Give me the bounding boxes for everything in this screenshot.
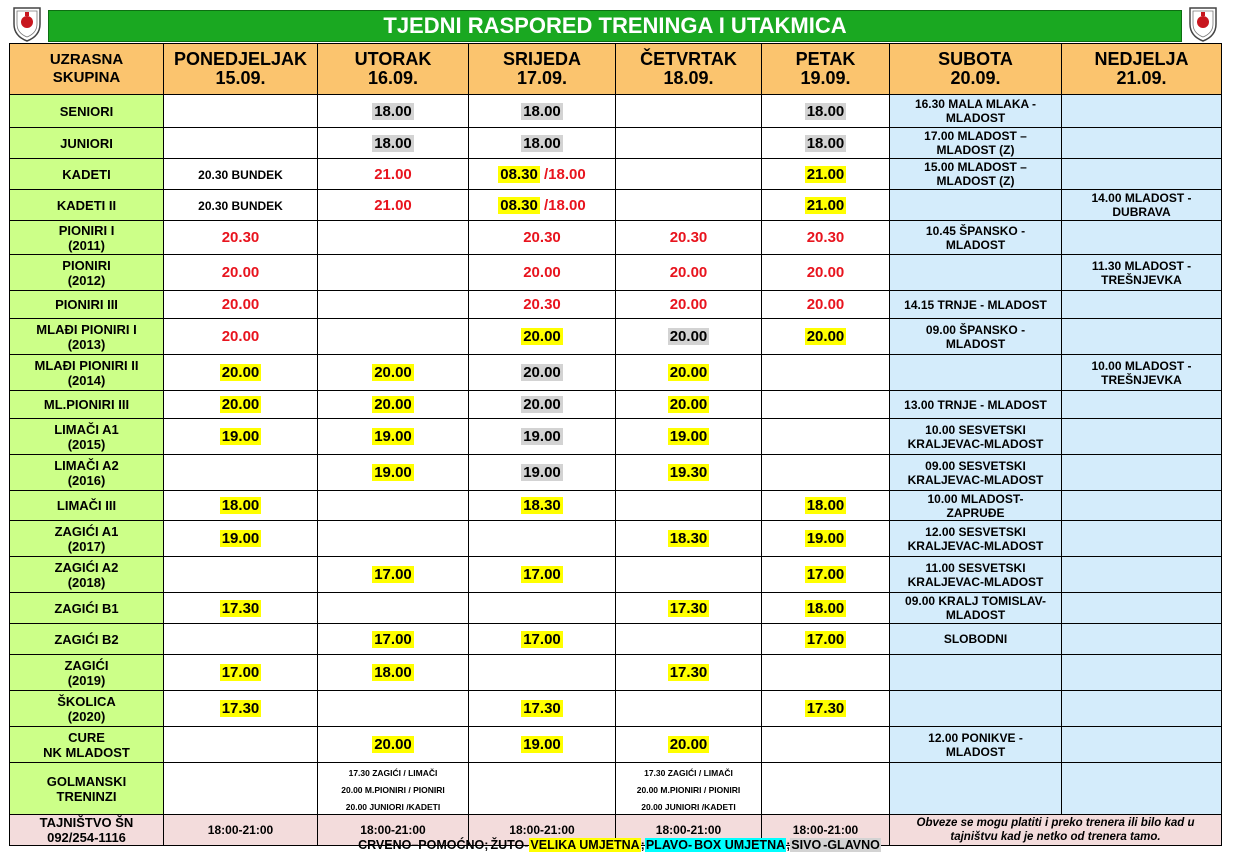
table-row [10, 128, 1222, 159]
training-cell [469, 727, 616, 763]
training-cell [164, 355, 318, 391]
training-cell [616, 159, 762, 190]
training-time: 17.30 [221, 700, 260, 717]
training-cell [616, 491, 762, 521]
training-cell [318, 95, 469, 128]
training-time: 20.00 [523, 328, 561, 345]
training-time: 18.00 [523, 102, 561, 120]
training-time: 17.00 [374, 566, 412, 583]
legend-red: CRVENO–POMOĆNO; [358, 838, 489, 852]
training-time: 17.30 [221, 599, 260, 617]
training-time-extra: /18.00 [539, 165, 586, 183]
match-cell [1062, 593, 1222, 624]
training-cell [164, 128, 318, 159]
legend-gray: -GLAVNO [823, 838, 880, 852]
training-cell [164, 221, 318, 255]
training-cell [318, 319, 469, 355]
match-cell [1062, 691, 1222, 727]
training-cell [318, 624, 469, 655]
training-cell [164, 593, 318, 624]
match-cell [890, 655, 1062, 691]
training-cell [762, 319, 890, 355]
training-time: 20.00 [221, 396, 260, 413]
training-cell [616, 319, 762, 355]
training-cell [469, 419, 616, 455]
age-group-label: ŠKOLICA (2020) [10, 691, 164, 727]
age-group-label: ZAGIĆI A2 (2018) [10, 557, 164, 593]
match-cell [890, 190, 1062, 221]
training-cell [616, 763, 762, 815]
table-row [10, 255, 1222, 291]
age-group-label: KADETI [10, 159, 164, 190]
training-time: 19.00 [523, 428, 561, 445]
age-group-label: ZAGIĆI A1 (2017) [10, 521, 164, 557]
training-cell [762, 190, 890, 221]
age-group-label: MLAĐI PIONIRI II (2014) [10, 355, 164, 391]
training-time: 20.00 [669, 736, 708, 753]
training-cell [762, 557, 890, 593]
training-cell [318, 557, 469, 593]
training-cell [762, 491, 890, 521]
training-time: 18.00 [374, 102, 412, 120]
training-time: 20.00 [221, 296, 260, 313]
match-cell [890, 691, 1062, 727]
match-cell: 16.30 MALA MLAKA - MLADOST [890, 95, 1062, 128]
match-cell [1062, 221, 1222, 255]
match-cell [1062, 455, 1222, 491]
training-cell [164, 763, 318, 815]
legend-blue-prefix: PLAVO- [645, 838, 693, 852]
match-cell: 14.00 MLADOST - DUBRAVA [1062, 190, 1222, 221]
header-day: PONEDJELJAK 15.09. [164, 44, 318, 95]
training-cell [469, 95, 616, 128]
training-cell [762, 763, 890, 815]
training-cell [616, 391, 762, 419]
training-cell [318, 190, 469, 221]
training-cell [762, 624, 890, 655]
training-cell [469, 391, 616, 419]
header-day: PETAK 19.09. [762, 44, 890, 95]
schedule-table [9, 43, 1222, 846]
training-cell [318, 521, 469, 557]
training-cell [616, 291, 762, 319]
training-time: 18.30 [669, 530, 708, 547]
table-row [10, 593, 1222, 624]
training-cell [164, 455, 318, 491]
legend-gray-prefix: SIVO [791, 838, 822, 852]
table-row [10, 624, 1222, 655]
training-time-extra: /18.00 [539, 196, 586, 214]
training-time: 18.00 [806, 599, 845, 617]
training-cell [616, 255, 762, 291]
training-cell [762, 419, 890, 455]
training-time: 19.30 [669, 464, 708, 481]
header-day: NEDJELJA 21.09. [1062, 44, 1222, 95]
match-cell: 12.00 PONIKVE - MLADOST [890, 727, 1062, 763]
training-cell [762, 691, 890, 727]
training-time: 20.00 [669, 296, 708, 313]
training-time: 21.00 [806, 165, 845, 183]
legend-yellow-prefix: ŽUTO- [490, 838, 529, 852]
training-time: 20.00 [523, 264, 561, 281]
training-time: 18.00 [221, 497, 260, 514]
training-cell [318, 291, 469, 319]
training-cell [616, 521, 762, 557]
training-time: 20.00 [669, 364, 708, 381]
training-time: 20.00 [221, 328, 260, 345]
training-cell [616, 355, 762, 391]
match-cell [890, 255, 1062, 291]
age-group-label: PIONIRI (2012) [10, 255, 164, 291]
training-cell [164, 190, 318, 221]
training-time: 17.00 [806, 566, 845, 583]
training-cell [318, 655, 469, 691]
match-cell: 10.45 ŠPANSKO - MLADOST [890, 221, 1062, 255]
table-row [10, 419, 1222, 455]
training-time: 20.00 [221, 364, 260, 381]
training-time: 21.00 [374, 165, 412, 183]
training-cell [762, 291, 890, 319]
header-age-group: UZRASNA SKUPINA [10, 44, 164, 95]
training-cell [616, 624, 762, 655]
training-time: 17.30 ZAGIĆI / LIMAČI 20.00 M.PIONIRI / PIONIRI 20.00 JUNIORI /KADETI [341, 768, 445, 812]
training-time: 18.00 [523, 134, 561, 152]
match-cell [1062, 491, 1222, 521]
age-group-label: PIONIRI III [10, 291, 164, 319]
training-time: 20.00 [374, 736, 412, 753]
training-time: 20.00 [221, 264, 260, 281]
training-cell [469, 763, 616, 815]
header-day: SUBOTA 20.09. [890, 44, 1062, 95]
training-cell [469, 291, 616, 319]
training-time: 19.00 [523, 736, 561, 753]
age-group-label: SENIORI [10, 95, 164, 128]
training-cell [318, 391, 469, 419]
training-cell [762, 255, 890, 291]
training-time: 20.00 [374, 364, 412, 381]
age-group-label: ML.PIONIRI III [10, 391, 164, 419]
age-group-label: ZAGIĆI B1 [10, 593, 164, 624]
match-cell [1062, 419, 1222, 455]
training-cell [762, 355, 890, 391]
training-time: 19.00 [221, 428, 260, 445]
training-time: 17.00 [523, 566, 561, 583]
training-cell [469, 491, 616, 521]
training-time: 19.00 [523, 464, 561, 481]
age-group-label: JUNIORI [10, 128, 164, 159]
age-group-label: PIONIRI I (2011) [10, 221, 164, 255]
training-cell [616, 727, 762, 763]
match-cell: 10.00 MLADOST- ZAPRUĐE [890, 491, 1062, 521]
table-row [10, 763, 1222, 815]
table-row [10, 159, 1222, 190]
office-hours: 18:00-21:00 [164, 815, 318, 846]
match-cell: 09.00 ŠPANSKO - MLADOST [890, 319, 1062, 355]
training-cell [616, 419, 762, 455]
office-hours: 18:00-21:00 [469, 815, 616, 846]
club-logo-left [12, 6, 42, 42]
match-cell: 13.00 TRNJE - MLADOST [890, 391, 1062, 419]
match-cell [1062, 763, 1222, 815]
training-time: 20.00 [806, 328, 845, 345]
training-cell [469, 319, 616, 355]
table-row [10, 190, 1222, 221]
table-row [10, 727, 1222, 763]
match-cell [1062, 557, 1222, 593]
training-time: 20.00 [669, 264, 708, 281]
match-cell [1062, 655, 1222, 691]
training-cell [762, 727, 890, 763]
training-cell [469, 221, 616, 255]
training-cell [469, 593, 616, 624]
table-row [10, 221, 1222, 255]
table-row [10, 291, 1222, 319]
training-cell [318, 128, 469, 159]
training-cell [469, 455, 616, 491]
training-cell [164, 691, 318, 727]
match-cell: SLOBODNI [890, 624, 1062, 655]
header-row [10, 44, 1222, 95]
table-row [10, 691, 1222, 727]
training-cell [318, 255, 469, 291]
training-cell [318, 355, 469, 391]
match-cell [1062, 727, 1222, 763]
match-cell [1062, 291, 1222, 319]
training-cell [318, 455, 469, 491]
training-cell [164, 95, 318, 128]
training-cell [762, 521, 890, 557]
training-time: 20.30 [221, 229, 260, 246]
training-cell [164, 255, 318, 291]
training-cell [469, 159, 616, 190]
training-time: 21.00 [806, 196, 845, 214]
office-hours: 18:00-21:00 [616, 815, 762, 846]
training-time: 20.30 BUNDEK [198, 167, 283, 182]
training-cell [762, 655, 890, 691]
training-cell [164, 491, 318, 521]
training-cell [164, 557, 318, 593]
office-hours: 18:00-21:00 [318, 815, 469, 846]
table-row [10, 355, 1222, 391]
training-cell [164, 159, 318, 190]
legend-blue: BOX UMJETNA [694, 838, 786, 852]
training-cell [616, 593, 762, 624]
age-group-label: ZAGIĆI B2 [10, 624, 164, 655]
training-time: 17.30 ZAGIĆI / LIMAČI 20.00 M.PIONIRI / PIONIRI 20.00 JUNIORI /KADETI [636, 768, 741, 812]
schedule-body [10, 95, 1222, 846]
table-row [10, 491, 1222, 521]
training-time: 18.00 [374, 134, 412, 152]
training-time: 19.00 [669, 428, 708, 445]
training-cell [164, 521, 318, 557]
training-cell [616, 691, 762, 727]
age-group-label: MLAĐI PIONIRI I (2013) [10, 319, 164, 355]
page-title: TJEDNI RASPORED TRENINGA I UTAKMICA [48, 10, 1182, 42]
training-cell [762, 95, 890, 128]
match-cell: 12.00 SESVETSKI KRALJEVAC-MLADOST [890, 521, 1062, 557]
training-time: 17.00 [374, 630, 412, 648]
training-time: 20.00 [374, 396, 412, 413]
training-cell [469, 190, 616, 221]
training-cell [318, 691, 469, 727]
match-cell [1062, 624, 1222, 655]
match-cell [1062, 159, 1222, 190]
training-time: 17.00 [221, 664, 260, 681]
match-cell [1062, 319, 1222, 355]
training-cell [318, 727, 469, 763]
training-time: 19.00 [806, 530, 845, 547]
header-day: ČETVRTAK 18.09. [616, 44, 762, 95]
training-time: 19.00 [374, 428, 412, 445]
header-day: UTORAK 16.09. [318, 44, 469, 95]
training-time: 17.00 [806, 630, 845, 648]
training-cell [616, 190, 762, 221]
match-cell [1062, 95, 1222, 128]
training-cell [469, 655, 616, 691]
training-time: 20.30 [523, 229, 561, 246]
training-cell [762, 455, 890, 491]
training-time: 21.00 [374, 196, 412, 214]
training-time: 08.30 [500, 196, 538, 214]
training-cell [762, 128, 890, 159]
age-group-label: ZAGIĆI (2019) [10, 655, 164, 691]
table-row [10, 655, 1222, 691]
training-time: 18.30 [523, 497, 561, 514]
training-time: 20.30 [669, 229, 708, 246]
legend-sep-2: ; [786, 838, 791, 852]
training-cell [616, 557, 762, 593]
training-cell [762, 593, 890, 624]
training-time: 18.00 [806, 102, 845, 120]
table-row [10, 391, 1222, 419]
training-cell [616, 221, 762, 255]
match-cell: 11.00 SESVETSKI KRALJEVAC-MLADOST [890, 557, 1062, 593]
training-time: 20.00 [806, 264, 845, 281]
training-cell [762, 391, 890, 419]
table-row [10, 557, 1222, 593]
training-cell [318, 159, 469, 190]
training-cell [318, 491, 469, 521]
match-cell [890, 763, 1062, 815]
training-cell [164, 624, 318, 655]
legend-sep-1: ; [640, 838, 645, 852]
training-time: 18.00 [374, 664, 412, 681]
training-cell [616, 455, 762, 491]
training-cell [164, 655, 318, 691]
match-cell: 15.00 MLADOST – MLADOST (Z) [890, 159, 1062, 190]
table-row [10, 95, 1222, 128]
training-time: 08.30 [500, 165, 538, 183]
age-group-label: KADETI II [10, 190, 164, 221]
table-row [10, 521, 1222, 557]
training-time: 20.00 [523, 364, 561, 381]
training-cell [469, 521, 616, 557]
match-cell [1062, 128, 1222, 159]
training-time: 19.00 [221, 530, 260, 547]
match-cell: 09.00 SESVETSKI KRALJEVAC-MLADOST [890, 455, 1062, 491]
training-time: 20.00 [806, 296, 845, 313]
legend-yellow: VELIKA UMJETNA [530, 838, 640, 852]
age-group-label: CURE NK MLADOST [10, 727, 164, 763]
training-cell [469, 691, 616, 727]
match-cell [1062, 521, 1222, 557]
training-cell [318, 593, 469, 624]
training-time: 17.30 [806, 700, 845, 717]
match-cell: 10.00 MLADOST - TREŠNJEVKA [1062, 355, 1222, 391]
training-cell [469, 255, 616, 291]
training-time: 17.30 [523, 700, 561, 717]
training-time: 17.30 [669, 664, 708, 681]
training-cell [469, 128, 616, 159]
training-time: 20.30 [806, 229, 845, 246]
training-cell [762, 221, 890, 255]
match-cell [890, 355, 1062, 391]
table-row [10, 455, 1222, 491]
match-cell: 11.30 MLADOST - TREŠNJEVKA [1062, 255, 1222, 291]
training-cell [164, 319, 318, 355]
age-group-label: GOLMANSKI TRENINZI [10, 763, 164, 815]
training-cell [318, 419, 469, 455]
training-time: 20.30 BUNDEK [198, 198, 283, 213]
training-cell [616, 128, 762, 159]
club-logo-right [1188, 6, 1218, 42]
age-group-label: LIMAČI A2 (2016) [10, 455, 164, 491]
office-hours: 18:00-21:00 [762, 815, 890, 846]
training-time: 17.00 [523, 630, 561, 648]
training-time: 20.00 [669, 396, 708, 413]
training-cell [616, 95, 762, 128]
training-time: 18.00 [806, 134, 845, 152]
training-cell [318, 763, 469, 815]
office-label: TAJNIŠTVO ŠN 092/254-1116 [10, 815, 164, 846]
match-cell: 10.00 SESVETSKI KRALJEVAC-MLADOST [890, 419, 1062, 455]
training-cell [469, 624, 616, 655]
header-day: SRIJEDA 17.09. [469, 44, 616, 95]
match-cell [1062, 391, 1222, 419]
payment-note: Obveze se mogu platiti i preko trenera ili bilo kad u tajništvu kad je netko od trenera tamo. [890, 815, 1222, 846]
training-cell [616, 655, 762, 691]
age-group-label: LIMAČI A1 (2015) [10, 419, 164, 455]
table-row [10, 319, 1222, 355]
training-cell [469, 557, 616, 593]
match-cell: 17.00 MLADOST – MLADOST (Z) [890, 128, 1062, 159]
age-group-label: LIMAČI III [10, 491, 164, 521]
training-time: 20.30 [523, 296, 561, 313]
training-time: 20.00 [523, 396, 561, 413]
training-cell [164, 291, 318, 319]
training-time: 20.00 [669, 328, 708, 345]
training-cell [762, 159, 890, 190]
training-cell [164, 727, 318, 763]
training-cell [469, 355, 616, 391]
match-cell: 09.00 KRALJ TOMISLAV- MLADOST [890, 593, 1062, 624]
training-time: 19.00 [374, 464, 412, 481]
training-time: 18.00 [806, 497, 845, 514]
match-cell: 14.15 TRNJE - MLADOST [890, 291, 1062, 319]
training-cell [164, 391, 318, 419]
training-time: 17.30 [669, 599, 708, 617]
color-legend [0, 838, 1238, 852]
training-cell [318, 221, 469, 255]
training-cell [164, 419, 318, 455]
